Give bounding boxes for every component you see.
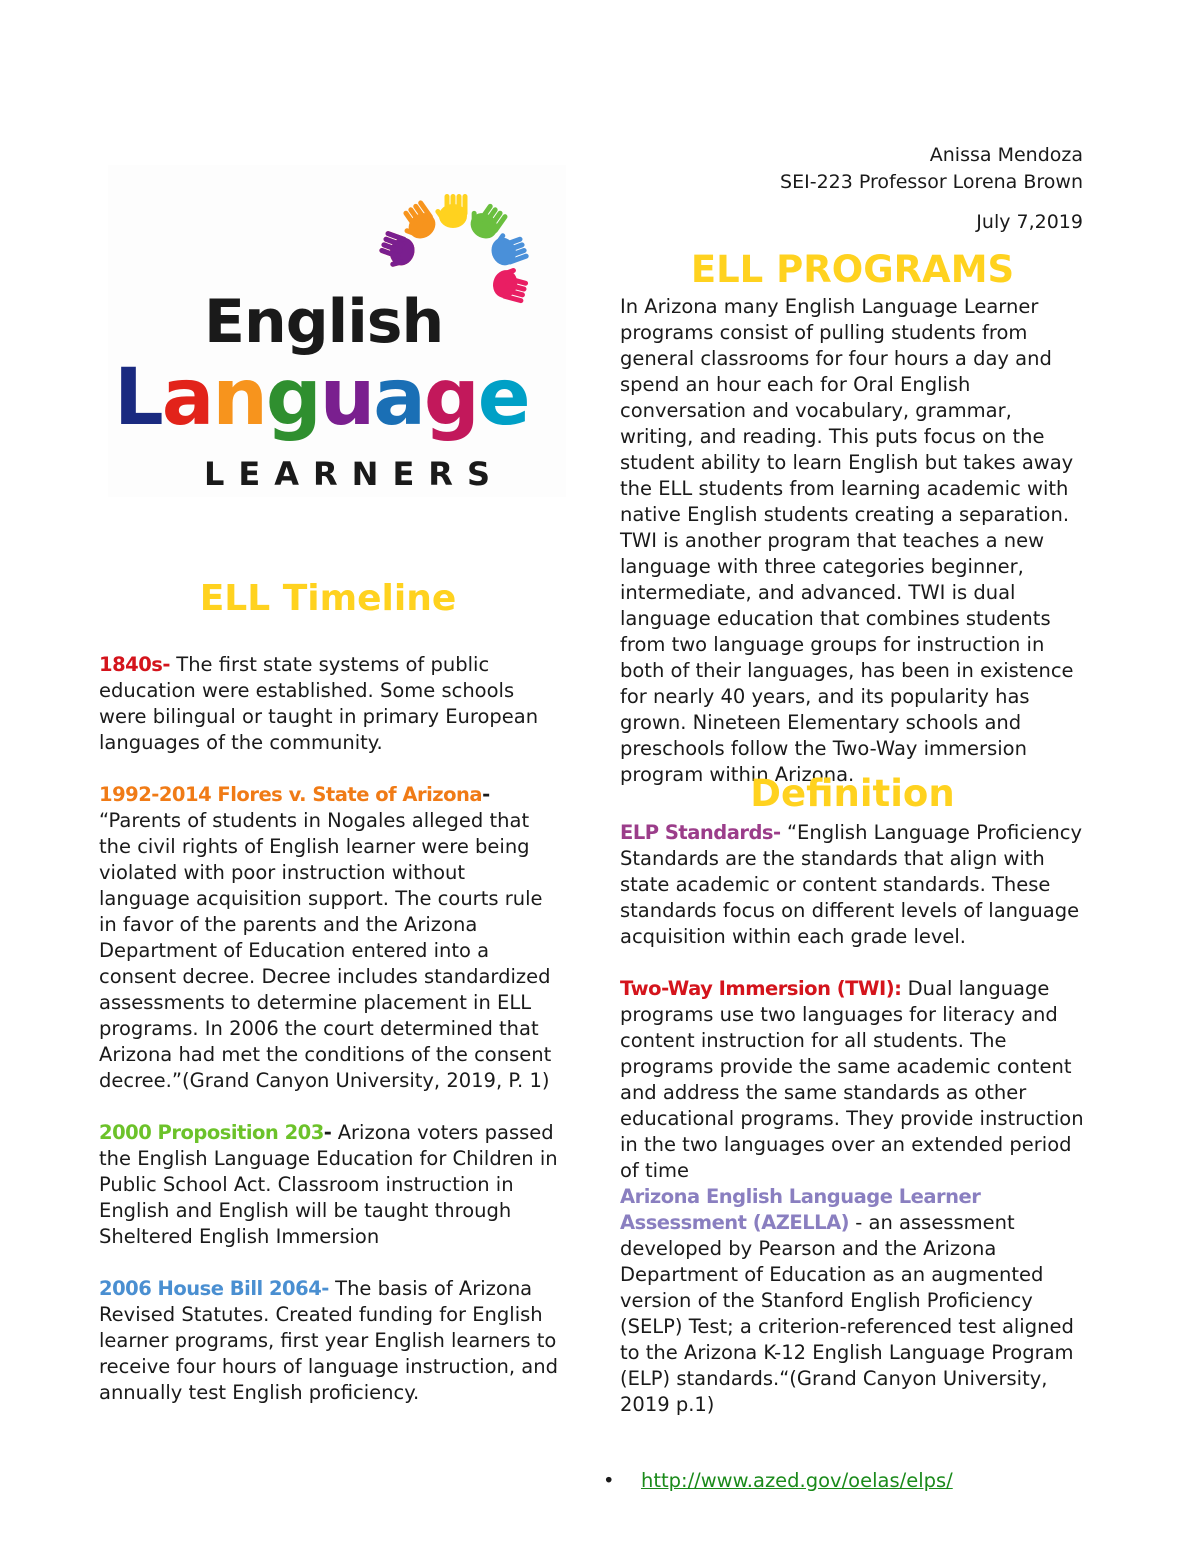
logo-letter: g: [423, 353, 478, 443]
timeline-term: 1992-2014 Flores v. State of Arizona: [99, 783, 483, 806]
reference-link-row: [603, 1468, 1103, 1494]
timeline-sep: -: [162, 653, 177, 676]
date-line: July 7,2019: [976, 211, 1083, 233]
hand-icon: [434, 194, 467, 228]
timeline-entry-prop203: [99, 1120, 561, 1250]
timeline-list: [99, 652, 561, 1406]
timeline-text: The basis of Arizona Revised Statutes. Created funding for English learner programs, first year English learners to receive four hours of language instruction, and annually test English proficiency.: [99, 1277, 558, 1404]
logo-letter: u: [319, 353, 374, 443]
logo-letter: a: [373, 353, 424, 443]
bullet-icon: •: [603, 1469, 615, 1492]
logo-letter: n: [212, 353, 266, 443]
logo-word-english: English: [204, 287, 444, 357]
definition-entry-elp: [620, 820, 1090, 950]
timeline-text: The first state systems of public education were established. Some schools were bilingual or taught in primary European languages of the community.: [99, 653, 539, 754]
definition-text: an assessment developed by Pearson and the Arizona Department of Education as an augmented version of the Stanford English Proficiency (SELP) Test; a criterion-referenced test aligned to the Arizona K-12 English Language Program (ELP) standards.“(Grand Canyon University, 2019 p.1): [620, 1211, 1074, 1416]
timeline-entry-flores: [99, 782, 561, 1094]
ell-logo: [108, 165, 566, 497]
definition-entry-twi: [620, 976, 1090, 1184]
timeline-text: Arizona voters passed the English Language Education for Children in Public School Act. Classroom instruction in English and English will be taught through Sheltered English Immersion: [99, 1121, 558, 1248]
timeline-term: 1840s: [99, 653, 163, 676]
definition-term: ELP Standards: [620, 821, 774, 844]
timeline-term: 2000 Proposition 203: [99, 1121, 324, 1144]
azed-link[interactable]: http://www.azed.gov/oelas/elps/: [641, 1469, 953, 1492]
logo-word-language: [114, 353, 529, 443]
logo-letter: e: [477, 353, 529, 443]
timeline-sep: -: [482, 783, 490, 806]
definition-sep: -: [849, 1211, 869, 1234]
definition-text: “English Language Proficiency Standards are the standards that align with state academic or content standards. These standards focus on different levels of language acquisition within each grade level.: [620, 821, 1083, 948]
definition-list: [620, 820, 1090, 1418]
timeline-sep: -: [321, 1277, 336, 1300]
definition-term: Arizona English Language Learner Assessment (AZELLA): [620, 1185, 981, 1234]
definition-term: Two-Way Immersion (TWI):: [620, 977, 902, 1000]
logo-letter: a: [161, 353, 213, 443]
programs-heading: ELL PROGRAMS: [690, 248, 1015, 291]
definition-heading: Definition: [750, 772, 955, 815]
logo-word-learners: LEARNERS: [204, 455, 504, 493]
logo-letter: L: [114, 353, 162, 443]
timeline-sep: -: [323, 1121, 338, 1144]
programs-text: In Arizona many English Language Learner programs consist of pulling students from general classrooms for four hours a day and spend an hour each for Oral English conversation and vocabulary, grammar, writing, and reading. This puts focus on the student ability to learn English but takes away the ELL students from learning academic with native English students creating a separation. TWI is another program that teaches a new language with three categories beginner, intermediate, and advanced. TWI is dual language education that combines students from two language groups for instruction in both of their languages, has been in existence for nearly 40 years, and its popularity has grown. Nineteen Elementary schools and preschools follow the Two-Way immersion program within Arizona.: [620, 295, 1074, 786]
definition-entry-azella: [620, 1184, 1090, 1418]
definition-text: Dual language programs use two languages for literacy and content instruction for all students. The programs provide the same academic content and address the same standards as other educational programs. They provide instruction in the two languages over an extended period of time: [620, 977, 1084, 1182]
definition-sep: -: [773, 821, 787, 844]
timeline-term: 2006 House Bill 2064: [99, 1277, 322, 1300]
course-line: SEI-223 Professor Lorena Brown: [780, 171, 1083, 193]
timeline-entry-hb2064: [99, 1276, 561, 1406]
timeline-text: “Parents of students in Nogales alleged that the civil rights of English learner were being violated with poor instruction without language acquisition support. The courts rule in favor of the parents and the Arizona Department of Education entered into a consent decree. Decree includes standardized assessments to determine placement in ELL programs. In 2006 the court determined that Arizona had met the conditions of the consent decree.”(Grand Canyon University, 2019, P. 1): [99, 809, 552, 1092]
logo-letter: g: [265, 353, 320, 443]
author-name: Anissa Mendoza: [929, 144, 1083, 166]
hand-icon: [375, 230, 418, 273]
timeline-entry-1840s: [99, 652, 561, 756]
timeline-heading: ELL Timeline: [199, 578, 457, 619]
hand-icon: [490, 263, 531, 304]
